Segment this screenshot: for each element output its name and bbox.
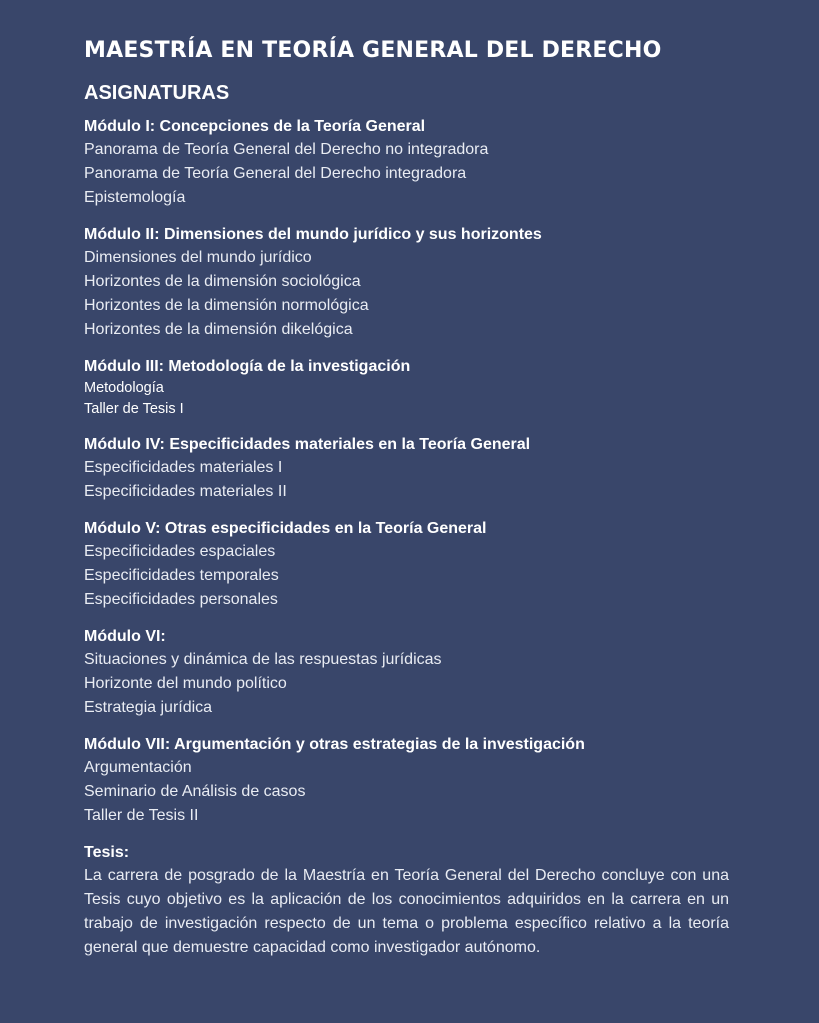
subject-item: Estrategia jurídica xyxy=(84,699,213,716)
subject-item: Especificidades espaciales xyxy=(84,543,276,560)
main-title: MAESTRÍA EN TEORÍA GENERAL DEL DERECHO xyxy=(84,38,662,63)
module-5 xyxy=(84,518,729,612)
section-title: ASIGNATURAS xyxy=(84,82,230,104)
subject-item: Argumentación xyxy=(84,759,192,776)
subject-item: Metodología xyxy=(84,380,164,396)
module-7 xyxy=(84,734,729,828)
document-page xyxy=(84,36,729,960)
subject-item: Taller de Tesis I xyxy=(84,401,184,417)
subject-item: Horizontes de la dimensión sociológica xyxy=(84,273,361,290)
subject-item: Situaciones y dinámica de las respuestas jurídicas xyxy=(84,651,442,668)
thesis-title: Tesis: xyxy=(84,844,130,861)
module-title: Módulo V: Otras especificidades en la Teoría General xyxy=(84,520,487,537)
subject-item: Panorama de Teoría General del Derecho no integradora xyxy=(84,141,489,158)
subject-item: Panorama de Teoría General del Derecho integradora xyxy=(84,165,467,182)
subject-item: Epistemología xyxy=(84,189,186,206)
subject-item: Especificidades materiales II xyxy=(84,483,287,500)
module-3 xyxy=(84,356,729,420)
subject-item: Horizontes de la dimensión dikelógica xyxy=(84,321,353,338)
module-6 xyxy=(84,626,729,720)
module-2 xyxy=(84,224,729,342)
subject-item: Horizonte del mundo político xyxy=(84,675,287,692)
module-title: Módulo IV: Especificidades materiales en la Teoría General xyxy=(84,436,531,453)
thesis-text: La carrera de posgrado de la Maestría en Teoría General del Derecho concluye con una Tesis cuyo objetivo es la aplicación de los conocimientos adquiridos en la carrera en un trabajo de investigación respecto de un tema o problema específico relativo a la teoría general que demuestre capacidad como investigador autónomo. xyxy=(84,867,729,956)
module-4 xyxy=(84,434,729,504)
thesis-section xyxy=(84,842,729,960)
subject-item: Seminario de Análisis de casos xyxy=(84,783,306,800)
subject-item: Especificidades materiales I xyxy=(84,459,283,476)
module-title: Módulo III: Metodología de la investigación xyxy=(84,358,411,375)
module-title: Módulo II: Dimensiones del mundo jurídico y sus horizontes xyxy=(84,226,542,243)
subject-item: Especificidades personales xyxy=(84,591,278,608)
module-title: Módulo I: Concepciones de la Teoría General xyxy=(84,118,426,135)
module-1 xyxy=(84,116,729,210)
subject-item: Horizontes de la dimensión normológica xyxy=(84,297,369,314)
subject-item: Dimensiones del mundo jurídico xyxy=(84,249,312,266)
module-title: Módulo VI: xyxy=(84,628,166,645)
subject-item: Especificidades temporales xyxy=(84,567,279,584)
module-title: Módulo VII: Argumentación y otras estrategias de la investigación xyxy=(84,736,585,753)
subject-item: Taller de Tesis II xyxy=(84,807,199,824)
